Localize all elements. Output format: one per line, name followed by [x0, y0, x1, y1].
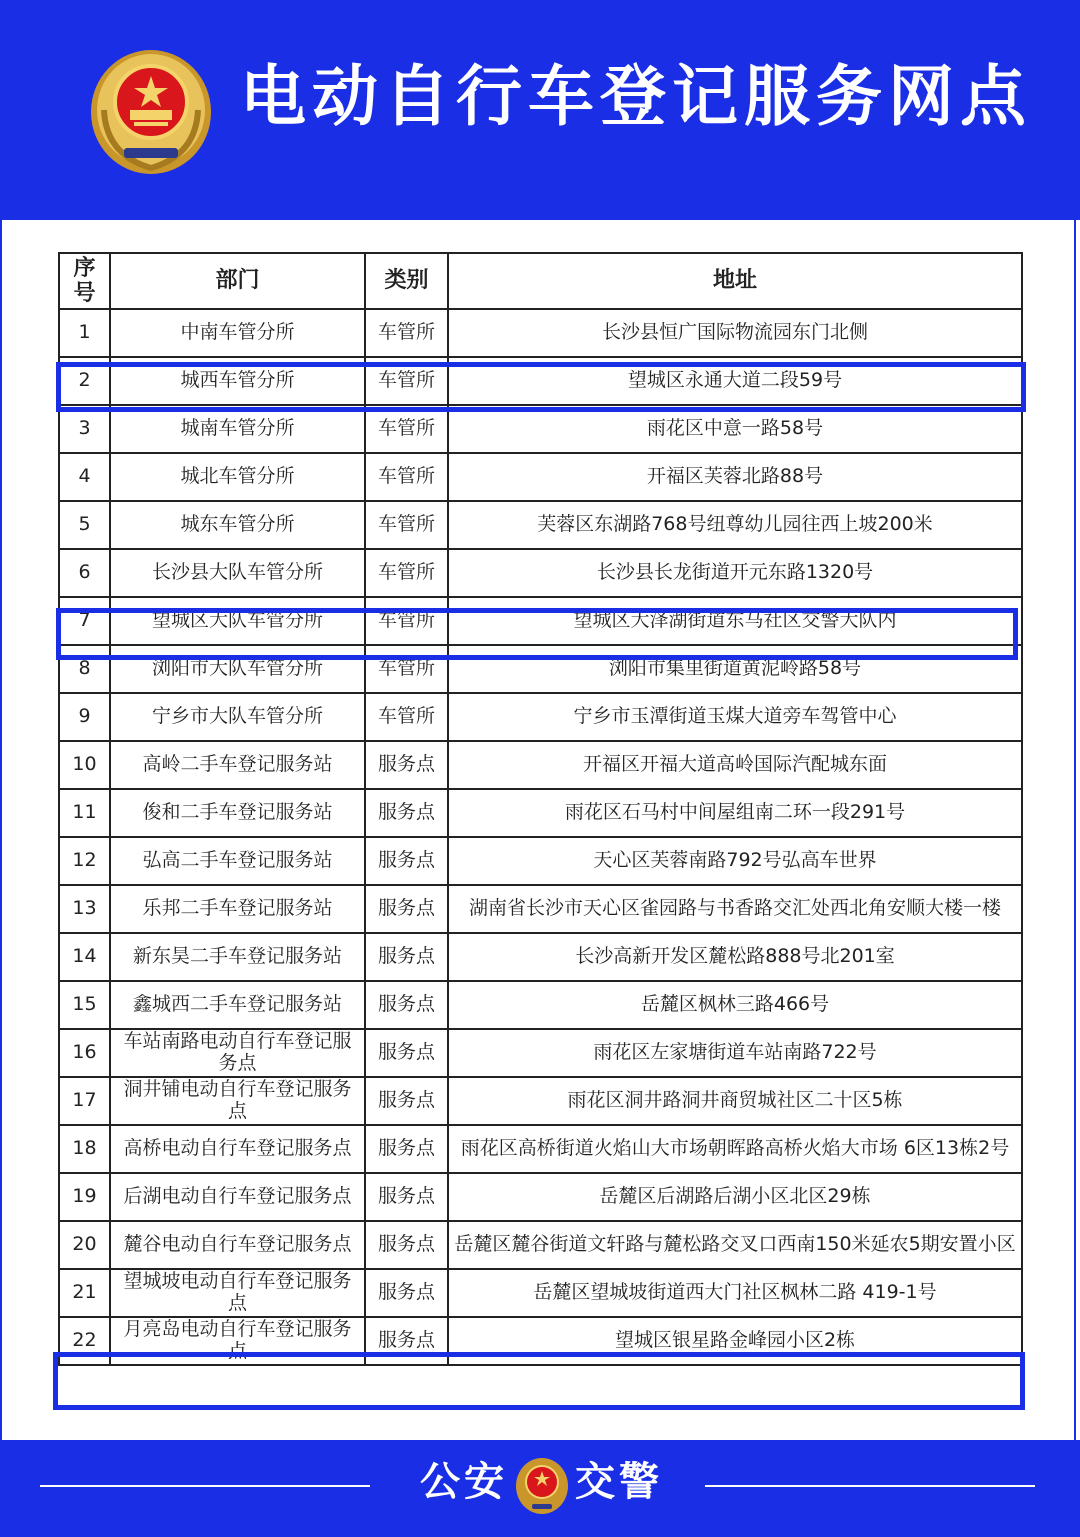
cell-number: 21 — [59, 1269, 110, 1317]
cell-number: 16 — [59, 1029, 110, 1077]
table-body — [59, 309, 1022, 1365]
cell-number: 14 — [59, 933, 110, 981]
table-row — [59, 501, 1022, 549]
cell-number: 22 — [59, 1317, 110, 1365]
cell-number: 1 — [59, 309, 110, 357]
table-row — [59, 1077, 1022, 1125]
cell-address: 望城区银星路金峰园小区2栋 — [448, 1317, 1022, 1365]
cell-department: 中南车管分所 — [110, 309, 365, 357]
cell-category: 服务点 — [365, 1173, 448, 1221]
cell-department: 宁乡市大队车管分所 — [110, 693, 365, 741]
cell-department: 城北车管分所 — [110, 453, 365, 501]
cell-category: 服务点 — [365, 1317, 448, 1365]
cell-address: 岳麓区麓谷街道文轩路与麓松路交叉口西南150米延农5期安置小区 — [448, 1221, 1022, 1269]
table-row — [59, 453, 1022, 501]
cell-number: 11 — [59, 789, 110, 837]
cell-address: 芙蓉区东湖路768号纽尊幼儿园往西上坡200米 — [448, 501, 1022, 549]
column-header-category: 类别 — [365, 253, 448, 309]
cell-number: 5 — [59, 501, 110, 549]
cell-department: 车站南路电动自行车登记服务点 — [110, 1029, 365, 1077]
cell-address: 浏阳市集里街道黄泥岭路58号 — [448, 645, 1022, 693]
footer-divider-left — [40, 1485, 370, 1487]
header-banner — [0, 0, 1080, 220]
cell-number: 17 — [59, 1077, 110, 1125]
cell-category: 车管所 — [365, 693, 448, 741]
cell-number: 19 — [59, 1173, 110, 1221]
cell-category: 服务点 — [365, 1077, 448, 1125]
table-row — [59, 1317, 1022, 1365]
cell-address: 湖南省长沙市天心区雀园路与书香路交汇处西北角安顺大楼一楼 — [448, 885, 1022, 933]
cell-number: 20 — [59, 1221, 110, 1269]
cell-category: 车管所 — [365, 453, 448, 501]
table-row — [59, 789, 1022, 837]
cell-address: 岳麓区望城坡街道西大门社区枫林二路 419-1号 — [448, 1269, 1022, 1317]
cell-category: 服务点 — [365, 741, 448, 789]
cell-number: 10 — [59, 741, 110, 789]
cell-number: 4 — [59, 453, 110, 501]
cell-address: 雨花区高桥街道火焰山大市场朝晖路高桥火焰大市场 6区13栋2号 — [448, 1125, 1022, 1173]
cell-department: 高桥电动自行车登记服务点 — [110, 1125, 365, 1173]
service-points-table — [58, 252, 1023, 1366]
cell-category: 服务点 — [365, 1269, 448, 1317]
cell-category: 车管所 — [365, 597, 448, 645]
cell-category: 服务点 — [365, 1029, 448, 1077]
cell-category: 服务点 — [365, 885, 448, 933]
cell-number: 3 — [59, 405, 110, 453]
cell-department: 高岭二手车登记服务站 — [110, 741, 365, 789]
column-header-department: 部门 — [110, 253, 365, 309]
table-row — [59, 1173, 1022, 1221]
table-row — [59, 1125, 1022, 1173]
cell-address: 开福区开福大道高岭国际汽配城东面 — [448, 741, 1022, 789]
footer-text-traffic-police: 交警 — [575, 1459, 663, 1505]
cell-address: 长沙高新开发区麓松路888号北201室 — [448, 933, 1022, 981]
cell-address: 天心区芙蓉南路792号弘高车世界 — [448, 837, 1022, 885]
cell-number: 18 — [59, 1125, 110, 1173]
footer-divider-right — [705, 1485, 1035, 1487]
table-row — [59, 549, 1022, 597]
cell-category: 车管所 — [365, 309, 448, 357]
cell-department: 月亮岛电动自行车登记服务点 — [110, 1317, 365, 1365]
cell-department: 望城坡电动自行车登记服务点 — [110, 1269, 365, 1317]
cell-category: 车管所 — [365, 501, 448, 549]
table-row — [59, 1221, 1022, 1269]
table-row — [59, 741, 1022, 789]
table-row — [59, 1029, 1022, 1077]
table-row — [59, 1269, 1022, 1317]
cell-number: 8 — [59, 645, 110, 693]
table-row — [59, 981, 1022, 1029]
cell-address: 岳麓区后湖路后湖小区北区29栋 — [448, 1173, 1022, 1221]
cell-department: 鑫城西二手车登记服务站 — [110, 981, 365, 1029]
cell-department: 城东车管分所 — [110, 501, 365, 549]
cell-department: 乐邦二手车登记服务站 — [110, 885, 365, 933]
cell-category: 车管所 — [365, 357, 448, 405]
cell-department: 望城区大队车管分所 — [110, 597, 365, 645]
page-title: 电动自行车登记服务网点 — [240, 58, 1032, 135]
cell-department: 后湖电动自行车登记服务点 — [110, 1173, 365, 1221]
cell-category: 服务点 — [365, 789, 448, 837]
cell-department: 长沙县大队车管分所 — [110, 549, 365, 597]
cell-category: 服务点 — [365, 1125, 448, 1173]
column-header-address: 地址 — [448, 253, 1022, 309]
cell-category: 服务点 — [365, 1221, 448, 1269]
table-row — [59, 405, 1022, 453]
cell-address: 宁乡市玉潭街道玉煤大道旁车驾管中心 — [448, 693, 1022, 741]
table-row — [59, 933, 1022, 981]
police-emblem-icon — [86, 40, 216, 175]
cell-address: 望城区永通大道二段59号 — [448, 357, 1022, 405]
cell-address: 雨花区石马村中间屋组南二环一段291号 — [448, 789, 1022, 837]
cell-address: 望城区大泽湖街道东马社区交警大队内 — [448, 597, 1022, 645]
footer-text-public-security: 公安 — [420, 1459, 508, 1505]
footer-banner — [0, 1440, 1080, 1537]
cell-number: 7 — [59, 597, 110, 645]
cell-number: 2 — [59, 357, 110, 405]
cell-category: 服务点 — [365, 981, 448, 1029]
cell-department: 城西车管分所 — [110, 357, 365, 405]
table-row — [59, 885, 1022, 933]
table-row — [59, 693, 1022, 741]
cell-department: 俊和二手车登记服务站 — [110, 789, 365, 837]
cell-number: 15 — [59, 981, 110, 1029]
table-row — [59, 837, 1022, 885]
cell-department: 洞井铺电动自行车登记服务点 — [110, 1077, 365, 1125]
table-header-row — [59, 253, 1022, 309]
cell-address: 岳麓区枫林三路466号 — [448, 981, 1022, 1029]
table-row — [59, 309, 1022, 357]
table-row — [59, 357, 1022, 405]
cell-address: 长沙县长龙街道开元东路1320号 — [448, 549, 1022, 597]
cell-category: 车管所 — [365, 405, 448, 453]
column-header-number: 序号 — [59, 253, 110, 309]
cell-number: 6 — [59, 549, 110, 597]
cell-department: 新东昊二手车登记服务站 — [110, 933, 365, 981]
table-row — [59, 597, 1022, 645]
footer-police-emblem-icon — [514, 1454, 570, 1516]
cell-department: 弘高二手车登记服务站 — [110, 837, 365, 885]
cell-category: 服务点 — [365, 837, 448, 885]
cell-address: 长沙县恒广国际物流园东门北侧 — [448, 309, 1022, 357]
cell-number: 13 — [59, 885, 110, 933]
cell-department: 麓谷电动自行车登记服务点 — [110, 1221, 365, 1269]
cell-address: 雨花区中意一路58号 — [448, 405, 1022, 453]
cell-category: 服务点 — [365, 933, 448, 981]
cell-number: 12 — [59, 837, 110, 885]
cell-category: 车管所 — [365, 549, 448, 597]
cell-address: 雨花区左家塘街道车站南路722号 — [448, 1029, 1022, 1077]
cell-category: 车管所 — [365, 645, 448, 693]
cell-address: 雨花区洞井路洞井商贸城社区二十区5栋 — [448, 1077, 1022, 1125]
cell-department: 浏阳市大队车管分所 — [110, 645, 365, 693]
cell-department: 城南车管分所 — [110, 405, 365, 453]
table-row — [59, 645, 1022, 693]
cell-number: 9 — [59, 693, 110, 741]
cell-address: 开福区芙蓉北路88号 — [448, 453, 1022, 501]
